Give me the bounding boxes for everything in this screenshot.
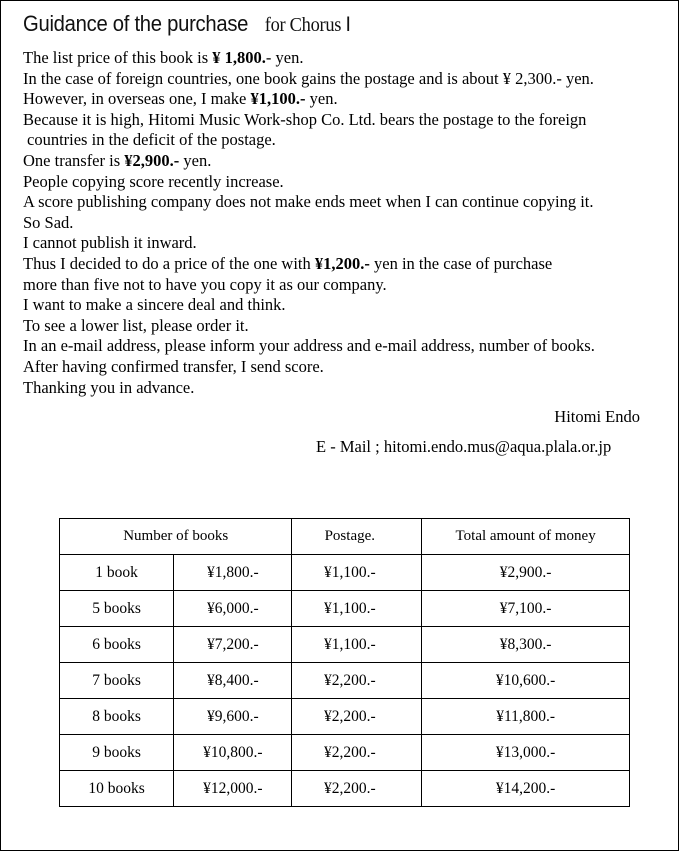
cell-price: ¥9,600.- [174,699,292,735]
cell-books: 7 books [60,663,174,699]
cell-price: ¥10,800.- [174,735,292,771]
cell-books: 5 books [60,591,174,627]
cell-price: ¥6,000.- [174,591,292,627]
text-line: In the case of foreign countries, one book gains the postage and is about ¥ 2,300.- yen. [23,68,594,88]
cell-books: 6 books [60,627,174,663]
email-address[interactable]: hitomi.endo.mus@aqua.plala.or.jp [383,437,612,456]
guidance-text [23,48,673,398]
text-line: However, in overseas one, I make ¥1,100.- yen. [23,89,338,109]
cell-total: ¥10,600.- [422,663,630,699]
cell-price: ¥7,200.- [174,627,292,663]
cell-price: ¥8,400.- [174,663,292,699]
table-row [60,555,630,591]
cell-postage: ¥1,100.- [292,555,422,591]
cell-postage: ¥1,100.- [292,591,422,627]
price-table [59,518,630,807]
cell-postage: ¥2,200.- [292,735,422,771]
cell-postage: ¥1,100.- [292,627,422,663]
table-row [60,735,630,771]
text-line: countries in the deficit of the postage. [27,130,276,150]
cell-total: ¥13,000.- [422,735,630,771]
table-row [60,699,630,735]
header-total-amount: Total amount of money [422,519,630,555]
text-line: So Sad. [23,212,74,232]
cell-books: 8 books [60,699,174,735]
cell-postage: ¥2,200.- [292,663,422,699]
cell-total: ¥7,100.- [422,591,630,627]
emphasis-price: ¥2,900.- [124,150,180,170]
cell-books: 1 book [60,555,174,591]
text-line: Thus I decided to do a price of the one with ¥1,200.- yen in the case of purchase [23,253,553,273]
text-line: One transfer is ¥2,900.- yen. [23,150,212,170]
cell-total: ¥11,800.- [422,699,630,735]
text-line: A score publishing company does not make ends meet when I can continue copying it. [23,192,594,212]
email-line [316,437,611,457]
email-label: E - Mail ; [316,437,380,456]
text-line: Because it is high, Hitomi Music Work-shop Co. Ltd. bears the postage to the foreign [23,109,587,129]
text-line: The list price of this book is ¥ 1,800.- yen. [23,48,304,67]
emphasis-price: ¥1,200.- [314,253,370,273]
cell-books: 10 books [60,771,174,807]
cell-total: ¥8,300.- [422,627,630,663]
header-number-of-books: Number of books [60,519,292,555]
title-main: Guidance of the purchase [23,11,249,36]
emphasis-price: ¥1,100.- [250,89,306,109]
text-line: In an e-mail address, please inform your address and e-mail address, number of books. [23,336,595,356]
text-line: I cannot publish it inward. [23,233,197,253]
title-sub: for Chorus Ⅰ [264,14,351,36]
cell-total: ¥2,900.- [422,555,630,591]
cell-postage: ¥2,200.- [292,699,422,735]
text-line: I want to make a sincere deal and think. [23,295,286,315]
text-line: more than five not to have you copy it as our company. [23,274,387,294]
cell-total: ¥14,200.- [422,771,630,807]
cell-price: ¥1,800.- [174,555,292,591]
table-row [60,663,630,699]
table-row [60,627,630,663]
table-row [60,591,630,627]
table-header-row [60,519,630,555]
emphasis-price: ¥ 1,800. [212,48,266,67]
cell-price: ¥12,000.- [174,771,292,807]
cell-books: 9 books [60,735,174,771]
page-title [23,11,351,37]
text-line: To see a lower list, please order it. [23,315,249,335]
signature-name: Hitomi Endo [554,407,640,426]
cell-postage: ¥2,200.- [292,771,422,807]
text-line: Thanking you in advance. [23,377,195,397]
text-line: People copying score recently increase. [23,171,284,191]
text-line: After having confirmed transfer, I send score. [23,356,324,376]
table-row [60,771,630,807]
header-postage: Postage. [292,519,422,555]
